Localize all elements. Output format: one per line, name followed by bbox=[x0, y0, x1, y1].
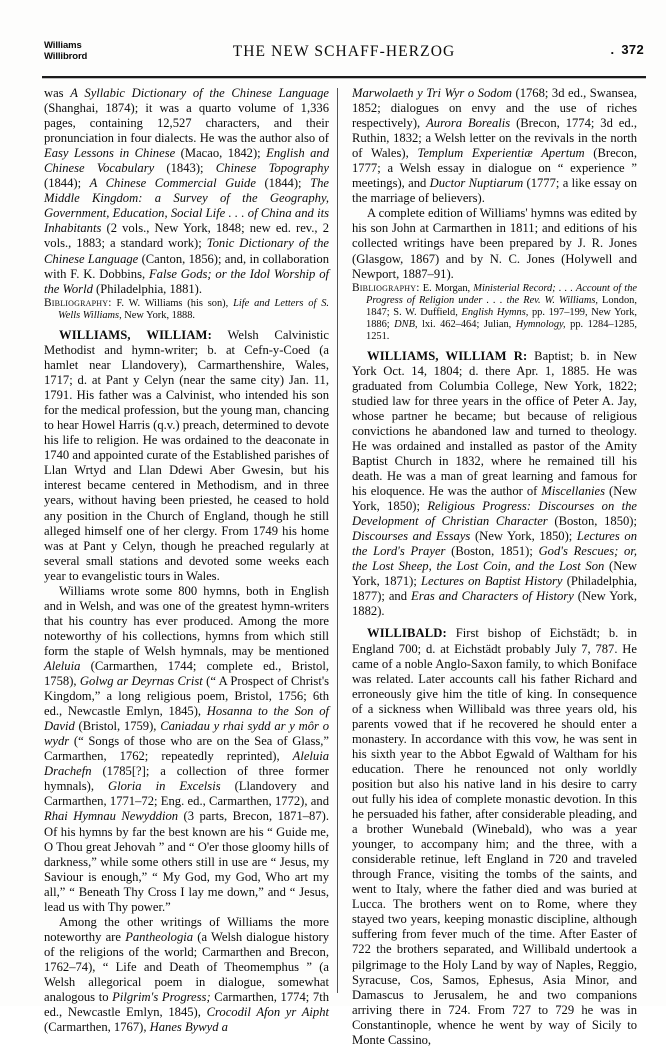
left-column bbox=[44, 86, 329, 1035]
entry-williams-william-body: Welsh Calvinistic Methodist and hymn-writer; b. at Cefn-y-Coed (a hamlet near Llandovery), Carmarthenshire, Wales, 1717; d. at Pant y Celyn (near the same city) Jan. 11, 1791. His father was a Calvinist, who intended his son for the medical profession, but the young man, chancing to hear Howel Harris (q.v.) preach, determined to devote his life to religion. He was ordained to the deaconate in 1740 and appointed curate of the Established parishes of Llan Wrtyd and Llan Ddewi Aber Gwesin, but his interest became centered in Methodism, and in three years, without having been priested, he ceased to hold any position in the Church of England, though he still alleged himself one of her clergy. From 1749 his home was at Pant y Celyn, though he preached regularly at several small stations and devoted some weeks each year to evangelistic tours in Wales. bbox=[44, 327, 329, 583]
entry-williams-william-para2: Williams wrote some 800 hymns, both in English and in Welsh, and was one of the greatest hymn-writers that his country has ever produced. Among the more noteworthy of his collections, hymns from which still form the staple of Welsh hymnals, may be mentioned Aleluia (Carmarthen, 1744; complete ed., Bristol, 1758), Golwg ar Deyrnas Crist (“ A Prospect of Christ's Kingdom,” a long religious poem, Bristol, 1756; 6th ed., Newcastle Emlyn, 1845), Hosanna to the Son of David (Bristol, 1759), Caniadau y rhai sydd ar y môr o wydr (“ Songs of those who are on the Sea of Glass,” Carmarthen, 1762; repeatedly reprinted), Aleluia Drachefn (1785[?]; a collection of three former hymnals), Gloria in Excelsis (Llandovery and Carmarthen, 1771–72; Eng. ed., Carmarthen, 1772), and Rhai Hymnau Newyddion (3 parts, Brecon, 1871–87). Of his hymns by far the best known are his “ Guide me, O Thou great Jehovah ” and “ O'er those gloomy hills of darkness,” while some others still in use are “ Jesus, my Saviour is enough,” “ My God, my God, Who art my all,” “ Beneath Thy Cross I lay me down,” and “ Jesus, lead us with Thy power.” bbox=[44, 583, 329, 914]
column-divider-rule bbox=[337, 88, 338, 993]
page-number: 372 bbox=[621, 42, 644, 57]
paragraph-williams-swells-continued: was A Syllabic Dictionary of the Chinese Language (Shanghai, 1874); it was a quarto volume of 1,336 pages, containing 12,527 characters, and their pronunciation in four dialects. He was the author also of Easy Lessons in Chinese (Macao, 1842); English and Chinese Vocabulary (1843); Chinese Topography (1844); A Chinese Commercial Guide (1844); The Middle Kingdom: a Survey of the Geography, Government, Education, Social Life . . . of China and its Inhabitants (2 vols., New York, 1848; new ed. rev., 2 vols., 1883; a standard work); Tonic Dictionary of the Chinese Language (Canton, 1856); and, in collaboration with F. K. Dobbins, False Gods; or the Idol Worship of the World (Philadelphia, 1881). bbox=[44, 86, 330, 296]
running-head bbox=[44, 41, 644, 71]
entry-williams-william-r-body: Baptist; b. in New York Oct. 14, 1804; d. there Apr. 1, 1885. He was graduated from Columbia College, New York, 1822; studied law for three years in the office of Peter A. Jay, whose partner he became; but because of religious convictions he abandoned law and turned to theology. He was ordained and installed as pastor of the Amity Baptist Church in 1832, where he remained till his death. He was a man of great learning and famous for his eloquence. He was the author of Miscellanies (New York, 1850); Religious Progress: Discourses on the Development of Christian Character (Boston, 1850); Discourses and Essays (New York, 1850); Lectures on the Lord's Prayer (Boston, 1851); God's Rescues; or, the Lost Sheep, the Lost Coin, and the Lost Son (New York, 1871); Lectures on Baptist History (Philadelphia, 1877); and Eras and Characters of History (New York, 1882). bbox=[352, 348, 638, 619]
entry-williams-william-r-headword: WILLIAMS, WILLIAM R: bbox=[367, 348, 528, 363]
bibliography-williams-william bbox=[352, 283, 637, 343]
paragraph-complete-edition: A complete edition of Williams' hymns was edited by his son John at Carmarthen in 1811; and editions of his collected writings have been prepared by J. R. Jones (Glasgow, 1867) and by N. C. Jones (Holywell and Newport, 1887–91). bbox=[352, 206, 637, 281]
bibliography-label: Bibliography: bbox=[352, 282, 420, 295]
running-head-title: THE NEW SCHAFF-HERZOG bbox=[232, 43, 456, 60]
entry-williams-william bbox=[44, 328, 329, 584]
running-head-left-line2: Willibrord bbox=[44, 50, 88, 62]
entry-willibald-body: First bishop of Eichstädt; b. in England 700; d. at Eichstädt probably July 7, 787. He came of a noble Anglo-Saxon family, to which Boniface was related. Later accounts call his father Richard and erroneously give him the title of king. In consequence of a sickness when Willibald was three years old, his parents vowed that if he recovered he should enter a monastery. In accordance with this vow, he was sent in his sixth year to the Abbot Egwald of Waltham for his education. There he renounced not only worldly position but also his native land in his desire to carry out fully his idea of complete monastic devotion. In this he persuaded his father, after considerable pleading, and a brother Wunebald (Winebald), who was a year younger, to accompany him; and the three, with a considerable retinue, left England in 720 and traveled through France, visiting the tombs of the saints, and went to Italy, where the father died and was buried at Lucca. The brothers went on to Rome, where they stayed two years, keeping monastic discipline, although suffering from fever much of the time. After Easter of 722 the brothers separated, and Willibald undertook a pilgrimage to the Holy Land by way of Naples, Reggio, Syracuse, Cos, Samos, Ephesus, Asia Minor, and Damascus to Jerusalem, he and two companions arriving there in 724. From 727 to 729 he was in Constantinople, whence he went by way of Sicily to Monte Cassino, bbox=[352, 626, 637, 1047]
page-number-block bbox=[610, 42, 644, 57]
running-head-left-line1: Williams bbox=[44, 40, 82, 51]
entry-spacer bbox=[352, 619, 637, 626]
entry-willibald bbox=[352, 626, 637, 1047]
entry-willibald-headword: WILLIBALD: bbox=[367, 626, 447, 641]
bibliography-text: E. Morgan, Ministerial Record; . . . Account of the Progress of Religion under . . . the Rev. W. Williams, London, 1847; S. W. Duffield, English Hymns, pp. 197–199, New York, 1886; DNB, lxi. 462–464; Julian, Hymnology, pp. 1284–1285, 1251. bbox=[366, 283, 638, 342]
entry-williams-william-para3: Among the other writings of Williams the more noteworthy are Pantheologia (a Welsh dialogue history of the religions of the world; Carmarthen and Brecon, 1762–74), “ Life and Death of Theomemphus ” (a Welsh allegorical poem in dialogue, somewhat analogous to Pilgrim's Progress; Carmarthen, 1774; 7th ed., Newcastle Emlyn, 1845), Crocodil Afon yr Aipht (Carmarthen, 1767), Hanes Bywyd a bbox=[44, 914, 330, 1035]
entry-williams-william-headword: WILLIAMS, WILLIAM: bbox=[59, 327, 212, 342]
bibliography-label: Bibliography: bbox=[44, 297, 112, 310]
right-column bbox=[352, 86, 637, 1048]
page-number-dot: . bbox=[610, 42, 615, 57]
bibliography-text: F. W. Williams (his son), Life and Letters of S. Wells Williams, New York, 1888. bbox=[58, 298, 329, 322]
paragraph-williams-welsh-works-continued: Marwolaeth y Tri Wyr o Sodom (1768; 3d ed., Swansea, 1852; dialogues on envy and the use of riches respectively), Aurora Borealis (Brecon, 1774; 3d ed., Ruthin, 1832; a Welsh letter on the revivals in the north of Wales), Templum Experientiæ Apertum (Brecon, 1777; a Welsh essay in dialogue on “ experience ” meetings), and Ductor Nuptiarum (1777; a like essay on the marriage of believers). bbox=[352, 86, 638, 206]
entry-williams-william-r bbox=[352, 349, 637, 620]
bibliography-williams-swells bbox=[44, 298, 329, 322]
header-rule bbox=[42, 76, 646, 78]
